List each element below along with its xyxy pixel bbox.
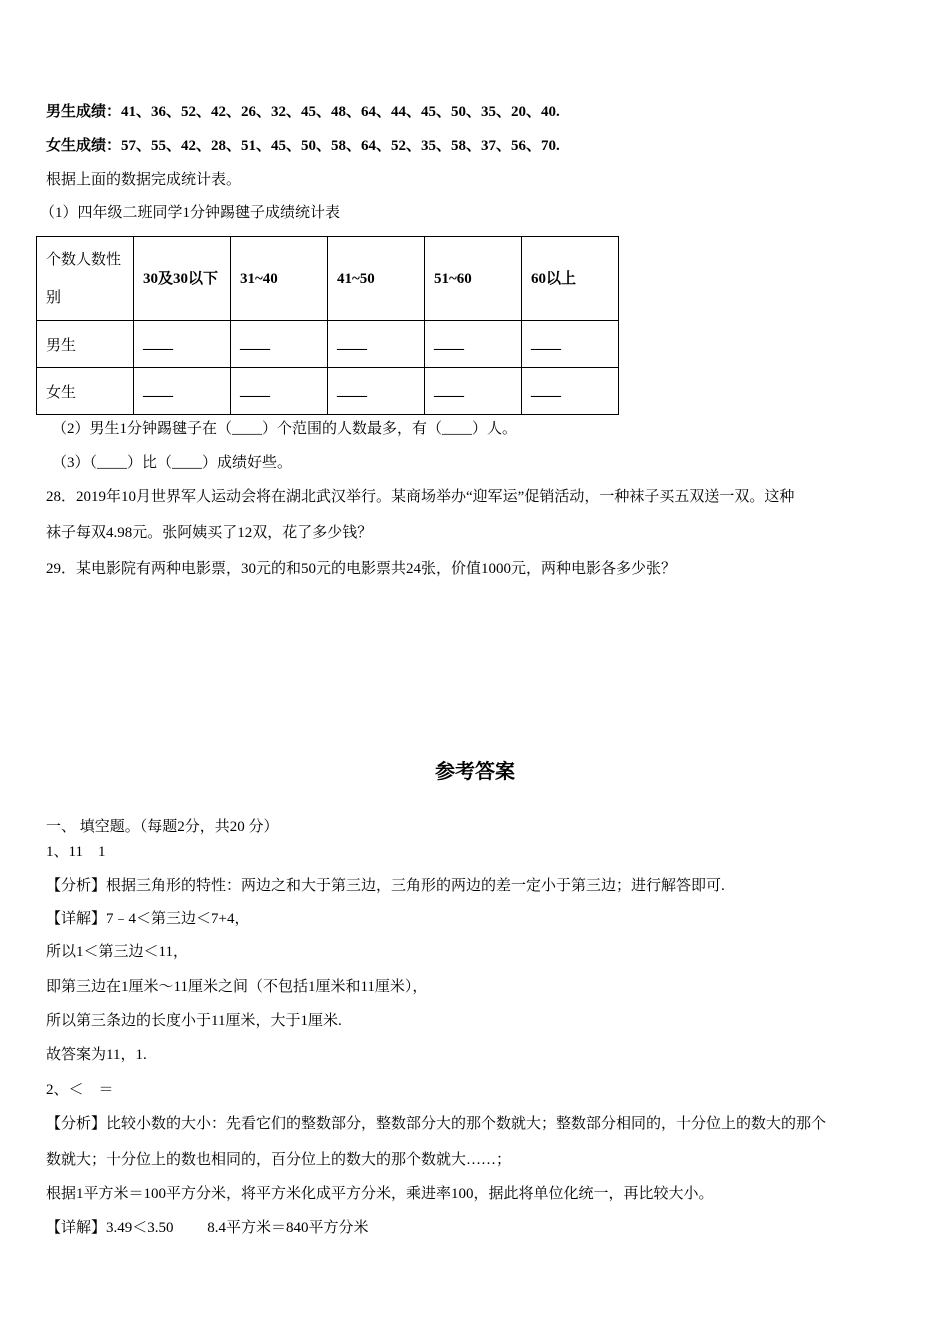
question-2: （2）男生1分钟踢毽子在（____）个范围的人数最多，有（____）人。 [52, 421, 518, 437]
boys-scores: 男生成绩：41、36、52、42、26、32、45、48、64、44、45、50、35、20、40. [46, 104, 560, 120]
answer-line: 根据1平方米＝100平方分米，将平方米化成平方分米，乘进率100，据此将单位化统一，再比较大小。 [46, 1186, 714, 1202]
question-1: （1）四年级二班同学1分钟踢毽子成绩统计表 [40, 205, 341, 221]
row-label: 女生 [37, 368, 134, 415]
answer-line: 【详解】3.49＜3.50 8.4平方米＝840平方分米 [46, 1220, 369, 1236]
answer-line: 所以1＜第三边＜11， [46, 944, 188, 960]
girls-scores: 女生成绩：57、55、42、28、51、45、50、58、64、52、35、58、37、56、70. [46, 138, 560, 154]
table-row [37, 368, 619, 415]
question-28-line1: 28．2019年10月世界军人运动会将在湖北武汉举行。某商场举办“迎军运”促销活动，一种袜子买五双送一双。这种 [46, 489, 795, 505]
header-cell: 30及30以下 [134, 237, 231, 321]
question-3: （3）（____）比（____）成绩好些。 [52, 455, 293, 471]
blank-cell: ____ [134, 321, 231, 368]
blank-cell: ____ [134, 368, 231, 415]
blank-cell: ____ [522, 368, 619, 415]
row-label: 男生 [37, 321, 134, 368]
header-cell: 60以上 [522, 237, 619, 321]
answer-line: 【分析】比较小数的大小：先看它们的整数部分，整数部分大的那个数就大；整数部分相同的，十分位上的数大的那个 [46, 1116, 827, 1132]
answers-title: 参考答案 [435, 761, 515, 783]
answer-line: 1、11 1 [46, 844, 106, 860]
answer-line: 【分析】根据三角形的特性：两边之和大于第三边，三角形的两边的差一定小于第三边；进行解答即可. [46, 878, 725, 894]
table-row [37, 321, 619, 368]
answer-line: 即第三边在1厘米～11厘米之间（不包括1厘米和11厘米）， [46, 979, 428, 995]
score-table [36, 236, 619, 415]
question-29: 29．某电影院有两种电影票，30元的和50元的电影票共24张，价值1000元，两种电影各多少张？ [46, 561, 677, 577]
blank-cell: ____ [425, 321, 522, 368]
blank-cell: ____ [328, 321, 425, 368]
blank-cell: ____ [522, 321, 619, 368]
answer-line: 数就大；十分位上的数也相同的，百分位上的数大的那个数就大……； [46, 1152, 512, 1168]
blank-cell: ____ [231, 321, 328, 368]
header-cell: 51~60 [425, 237, 522, 321]
header-cell: 31~40 [231, 237, 328, 321]
answer-line: 2、＜ ＝ [46, 1082, 114, 1098]
answer-line: 【详解】7﹣4＜第三边＜7+4， [46, 911, 250, 927]
blank-cell: ____ [328, 368, 425, 415]
corner-header: 个数人数性别 [37, 237, 134, 321]
blank-cell: ____ [231, 368, 328, 415]
table-header-row [37, 237, 619, 321]
header-cell: 41~50 [328, 237, 425, 321]
answers-section-heading: 一、 填空题。（每题2分，共20 分） [46, 819, 279, 835]
question-28-line2: 袜子每双4.98元。张阿姨买了12双，花了多少钱？ [46, 525, 373, 541]
blank-cell: ____ [425, 368, 522, 415]
answer-line: 故答案为11，1. [46, 1047, 147, 1063]
instruction: 根据上面的数据完成统计表。 [46, 172, 242, 188]
answer-line: 所以第三条边的长度小于11厘米，大于1厘米. [46, 1013, 342, 1029]
